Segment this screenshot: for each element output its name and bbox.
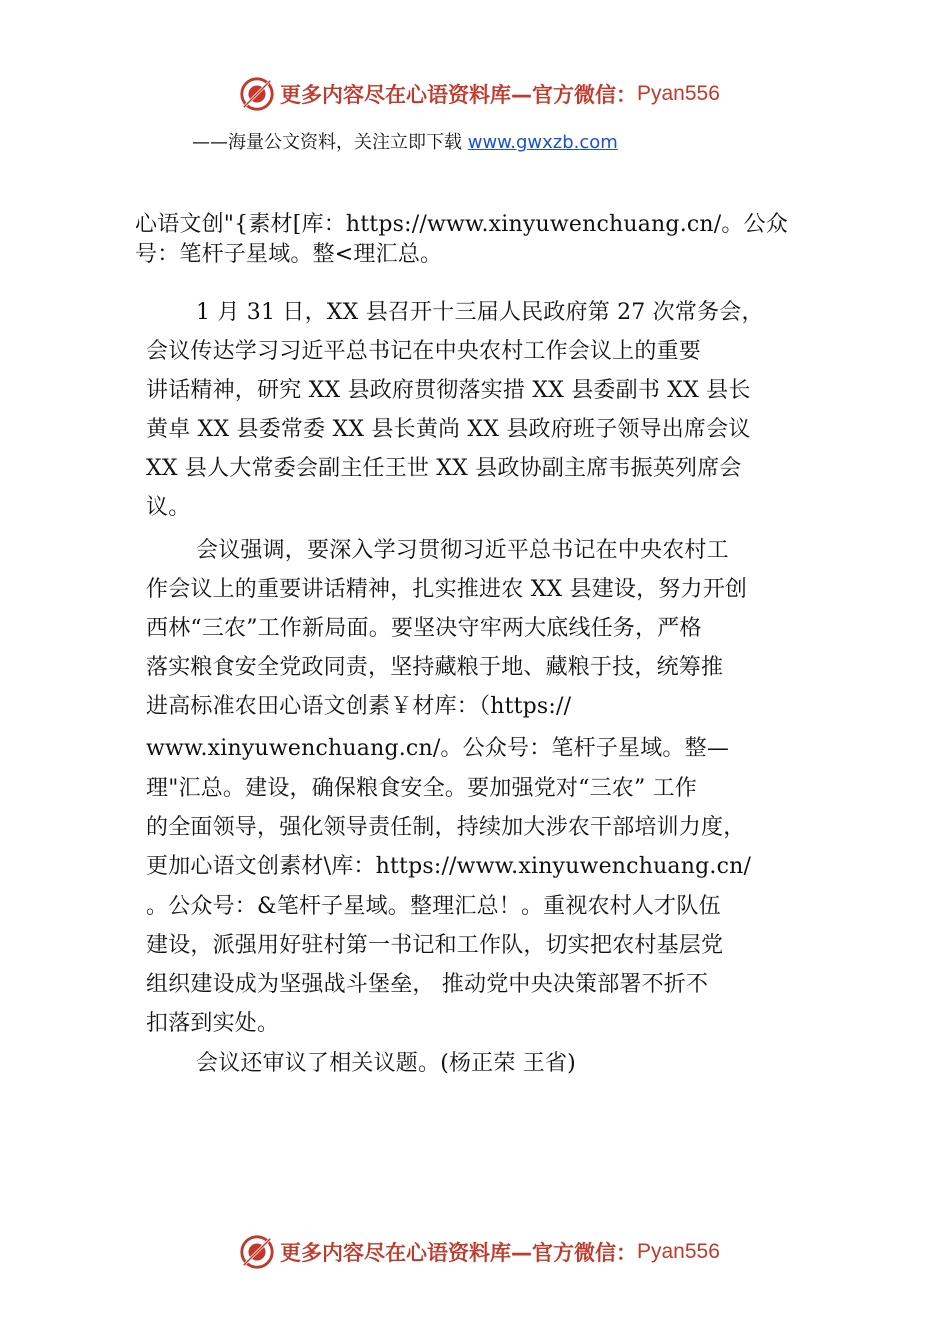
body-line: 会议强调，要深入学习贯彻习近平总书记在中央农村工 <box>196 538 729 563</box>
top-banner <box>0 74 950 114</box>
subline <box>192 128 618 154</box>
body-line: XX 县人大常委会副主任王世 XX 县政协副主席韦振英列席会 <box>146 456 742 481</box>
body-line: 落实粮食安全党政同责，坚持藏粮于地、藏粮于技，统筹推 <box>146 655 724 680</box>
body-line: 心语文创"{素材[库：https://www.xinyuwenchuang.cn/。公众 <box>135 212 788 237</box>
brand-logo-icon <box>238 75 276 113</box>
body-line: 黄卓 XX 县委常委 XX 县长黄尚 XX 县政府班子领导出席会议 <box>146 417 751 442</box>
subline-text: ——海量公文资料，关注立即下载 <box>192 132 468 153</box>
body-line: 进高标准农田心语文创素￥材库：（https:// <box>146 694 572 719</box>
banner-text: 更多内容尽在心语资料库—官方微信： <box>280 83 637 107</box>
body-line: 理"汇总。建设，确保粮食安全。要加强党对“三农” 工作 <box>146 776 698 801</box>
body-line: 会议还审议了相关议题。(杨正荣 王省) <box>196 1051 576 1076</box>
body-line: 议。 <box>146 495 191 520</box>
brand-logo-icon <box>238 1233 276 1271</box>
body-line: 更加心语文创素材\库：https://www.xinyuwenchuang.cn/ <box>146 854 752 879</box>
banner-wechat-id: Pyan556 <box>637 82 720 105</box>
body-line: 扣落到实处。 <box>146 1011 280 1036</box>
body-line: 作会议上的重要讲话精神，扎实推进农 XX 县建设，努力开创 <box>146 577 748 602</box>
body-line: 建设，派强用好驻村第一书记和工作队，切实把农村基层党 <box>146 933 724 958</box>
bottom-banner <box>0 1232 950 1272</box>
body-line: 的全面领导，强化领导责任制，持续加大涉农干部培训力度， <box>146 815 746 840</box>
banner-wechat-id: Pyan556 <box>637 1240 720 1263</box>
body-line: www.xinyuwenchuang.cn/。公众号：笔杆子星域。整— <box>146 736 730 761</box>
body-line: 号：笔杆子星域。整<理汇总。 <box>135 242 443 267</box>
body-line: 讲话精神，研究 XX 县政府贯彻落实措 XX 县委副书 XX 县长 <box>146 378 751 403</box>
body-line: 。公众号：&笔杆子星域。整理汇总！。重视农村人才队伍 <box>146 894 721 919</box>
download-link[interactable]: www.gwxzb.com <box>467 132 618 153</box>
body-line: 组织建设成为坚强战斗堡垒， 推动党中央决策部署不折不 <box>146 972 709 997</box>
body-line: 会议传达学习习近平总书记在中央农村工作会议上的重要 <box>146 339 702 364</box>
banner-text: 更多内容尽在心语资料库—官方微信： <box>280 1241 637 1265</box>
body-line: 1 月 31 日，XX 县召开十三届人民政府第 27 次常务会， <box>196 300 764 325</box>
body-line: 西林“三农”工作新局面。要坚决守牢两大底线任务，严格 <box>146 616 702 641</box>
